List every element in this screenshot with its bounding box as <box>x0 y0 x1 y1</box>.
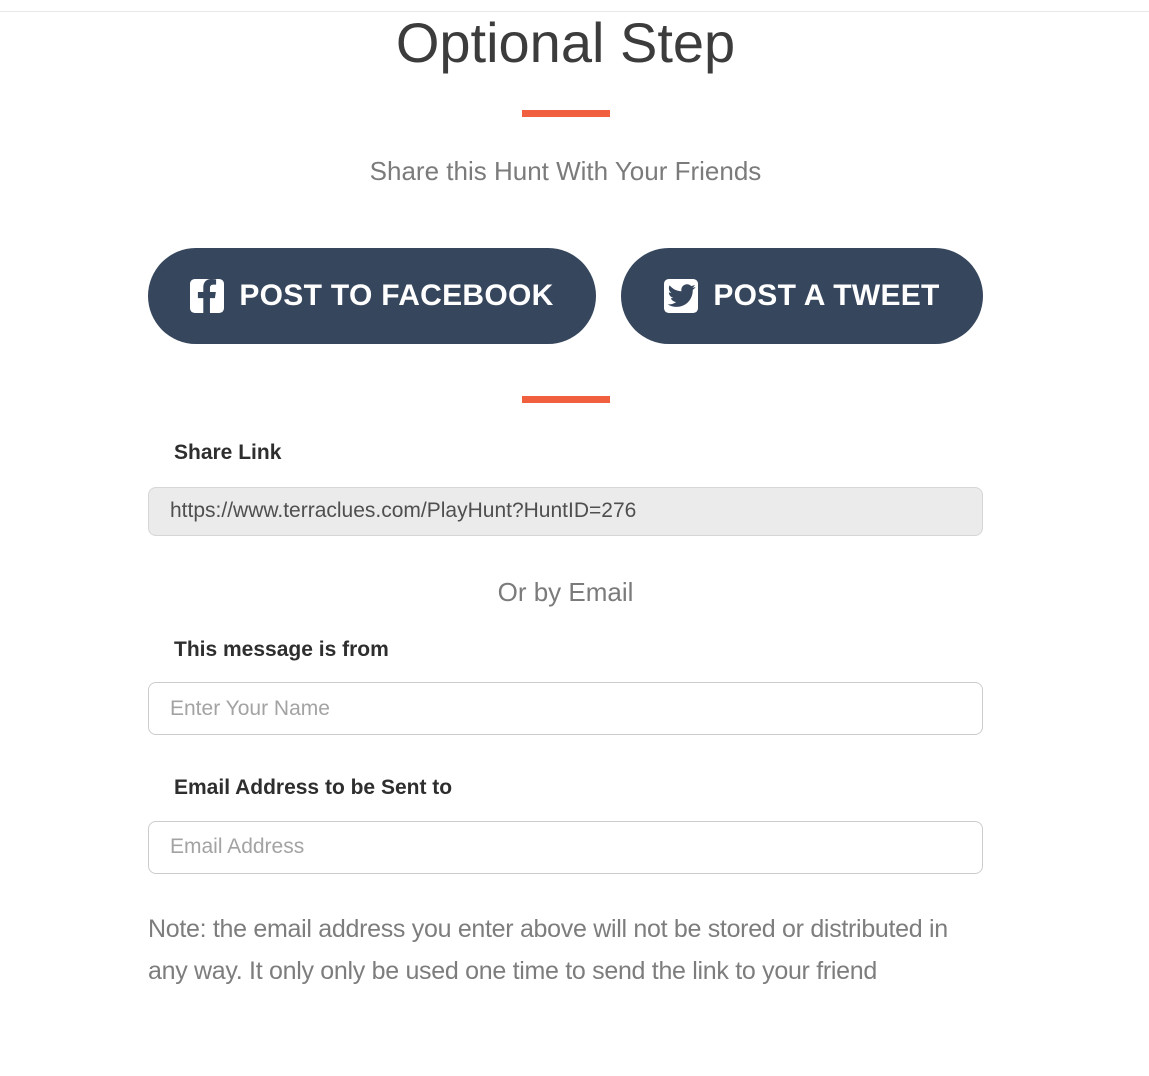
accent-divider-top <box>522 110 610 117</box>
accent-divider-middle <box>522 396 610 403</box>
facebook-button-label: POST TO FACEBOOK <box>239 278 554 312</box>
social-buttons-row <box>148 248 983 344</box>
post-a-tweet-button[interactable] <box>621 248 983 344</box>
twitter-icon <box>664 279 698 313</box>
page <box>0 11 1149 992</box>
tweet-button-label: POST A TWEET <box>713 278 940 312</box>
facebook-icon <box>190 279 224 313</box>
share-panel <box>148 12 983 992</box>
share-link-label: Share Link <box>174 440 282 464</box>
email-to-input[interactable] <box>148 821 983 874</box>
from-name-input[interactable] <box>148 682 983 735</box>
share-link-input[interactable] <box>148 487 983 536</box>
post-to-facebook-button[interactable] <box>148 248 596 344</box>
page-title: Optional Step <box>395 11 736 74</box>
privacy-note: Note: the email address you enter above will not be stored or distributed in any way. It only only be used one time to send the link to your friend <box>148 914 948 985</box>
share-subtitle: Share this Hunt With Your Friends <box>369 155 762 186</box>
email-to-label: Email Address to be Sent to <box>174 776 453 800</box>
from-name-label: This message is from <box>174 638 389 662</box>
or-by-email-heading: Or by Email <box>497 576 634 607</box>
